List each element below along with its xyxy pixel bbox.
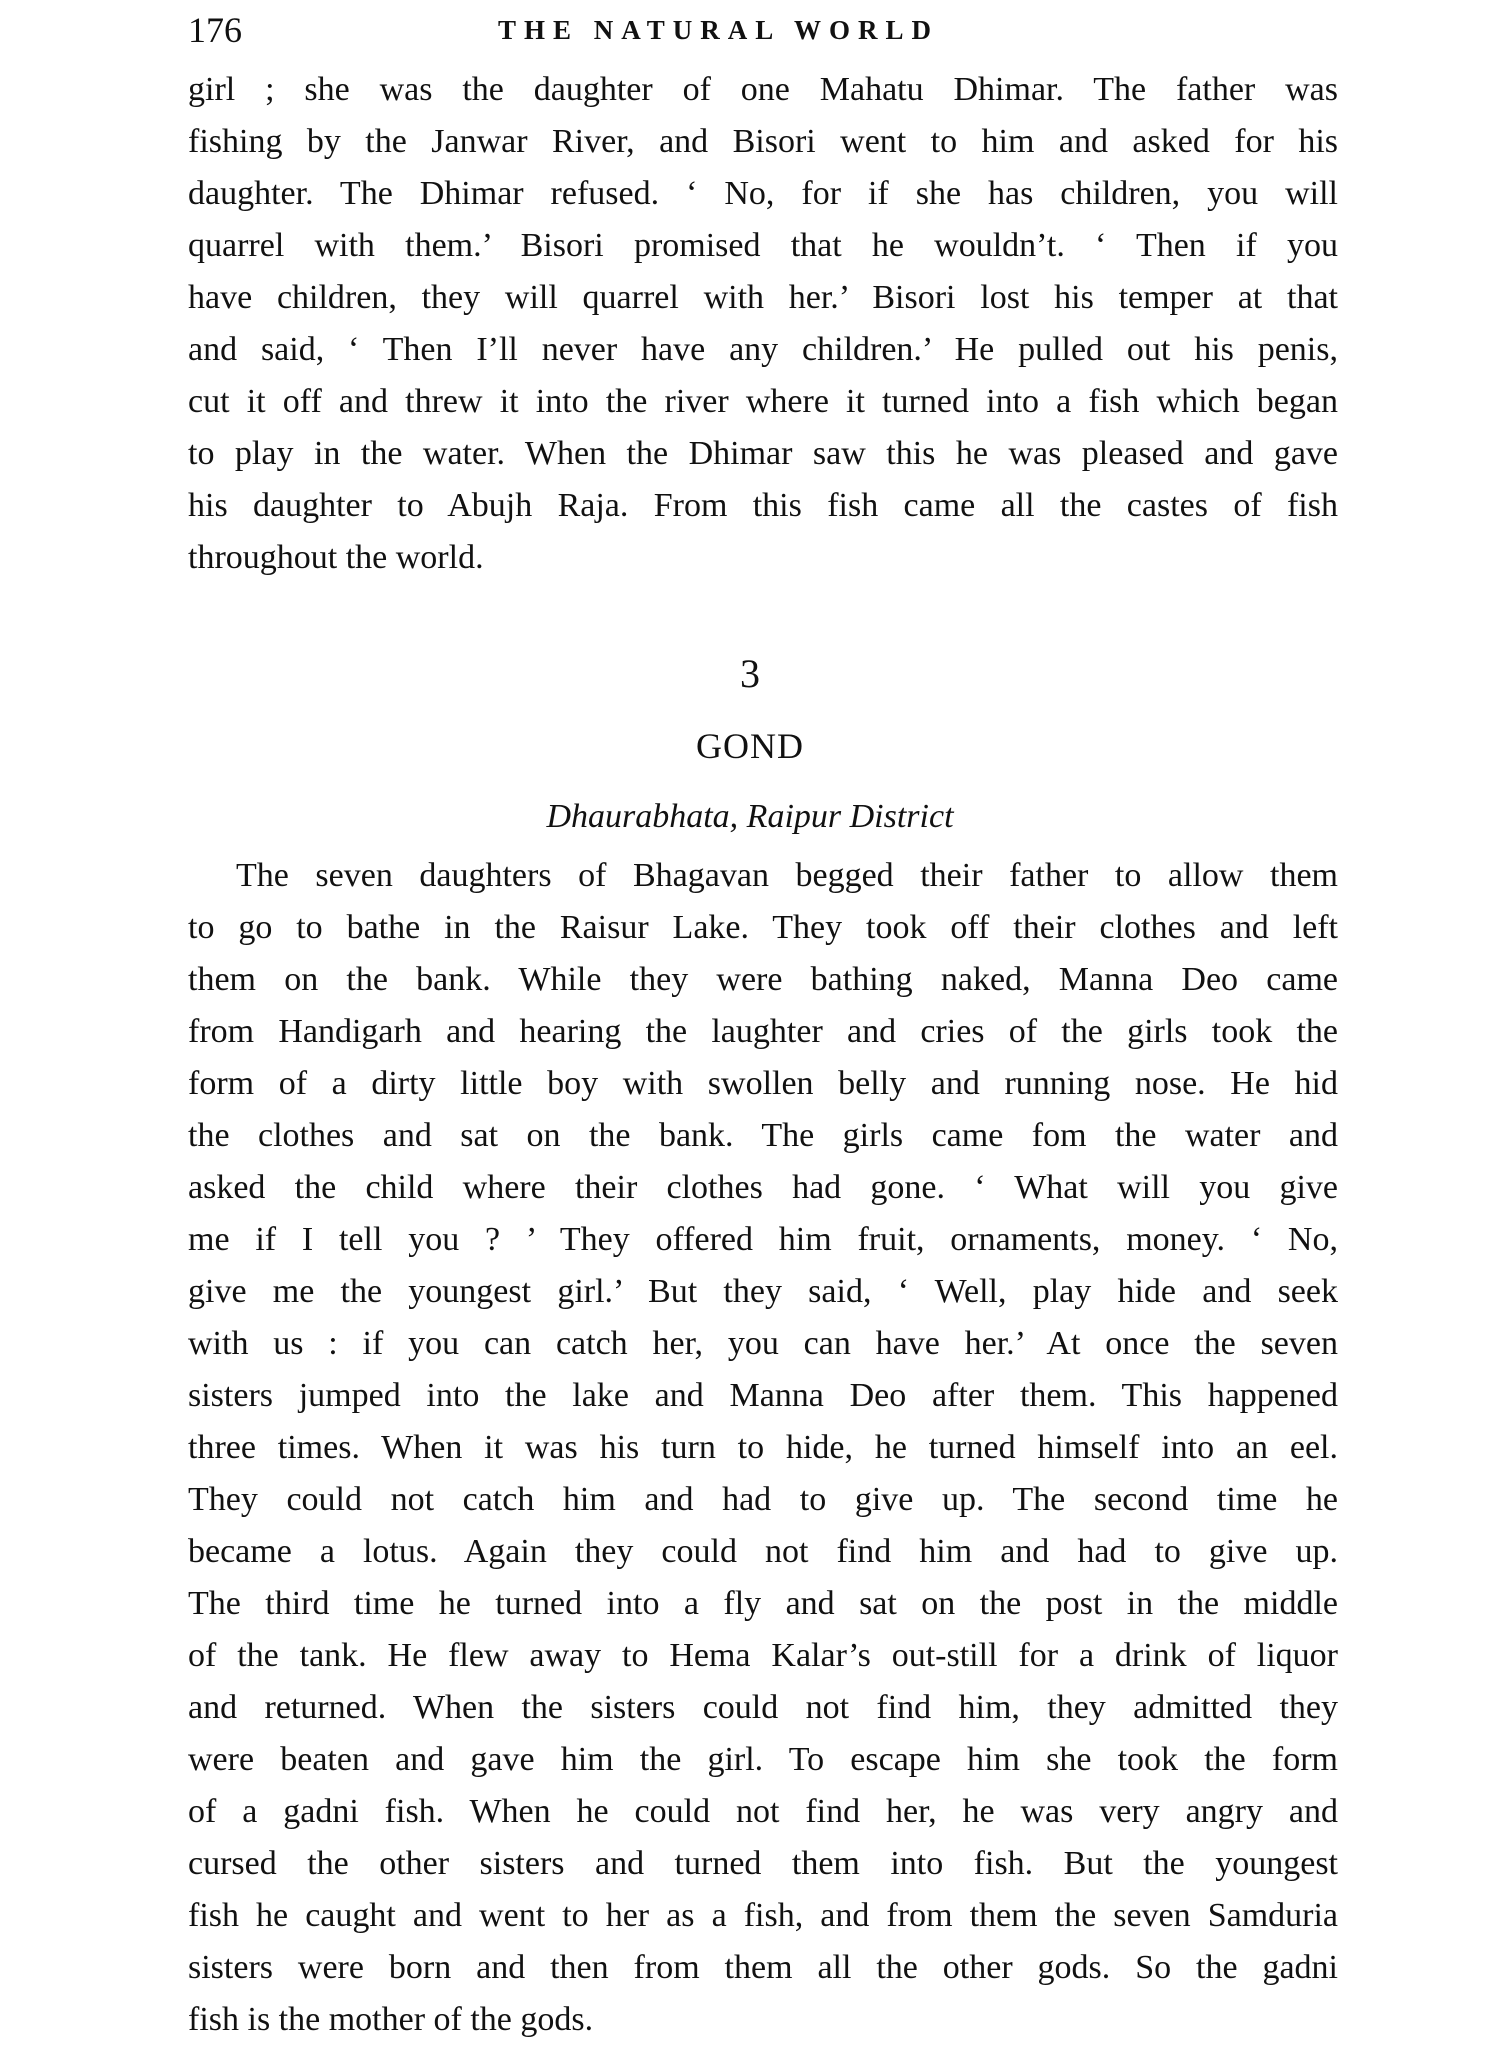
paragraph-continued: [188, 64, 1338, 584]
text-line: and said, ‘ Then I’ll never have any children.’ He pulled out his penis,: [188, 331, 1338, 368]
text-line: three times. When it was his turn to hide, he turned himself into an eel.: [188, 1429, 1338, 1466]
text-line: They could not catch him and had to give up. The second time he: [188, 1481, 1338, 1518]
text-line: his daughter to Abujh Raja. From this fish came all the castes of fish: [188, 487, 1338, 524]
story-place: Dhaurabhata, Raipur District: [546, 798, 954, 835]
text-line: sisters jumped into the lake and Manna Deo after them. This happened: [188, 1377, 1338, 1414]
text-line: asked the child where their clothes had gone. ‘ What will you give: [188, 1169, 1338, 1206]
text-line: quarrel with them.’ Bisori promised that he wouldn’t. ‘ Then if you: [188, 227, 1338, 264]
text-line: The seven daughters of Bhagavan begged their father to allow them: [236, 857, 1338, 894]
text-line: sisters were born and then from them all the other gods. So the gadni: [188, 1949, 1338, 1986]
text-line: daughter. The Dhimar refused. ‘ No, for if she has children, you will: [188, 175, 1338, 212]
page-header: [188, 4, 1338, 56]
text-line: fish he caught and went to her as a fish, and from them the seven Samduria: [188, 1897, 1338, 1934]
text-line: to play in the water. When the Dhimar saw this he was pleased and gave: [188, 435, 1338, 472]
story-number: 3: [740, 651, 760, 696]
text-line: from Handigarh and hearing the laughter and cries of the girls took the: [188, 1013, 1338, 1050]
text-line: to go to bathe in the Raisur Lake. They took off their clothes and left: [188, 909, 1338, 946]
text-line: the clothes and sat on the bank. The girls came fom the water and: [188, 1117, 1338, 1154]
page-number: 176: [188, 10, 242, 50]
text-line: cut it off and threw it into the river where it turned into a fish which began: [188, 383, 1338, 420]
story-title: GOND: [696, 726, 804, 766]
text-line: have children, they will quarrel with her.’ Bisori lost his temper at that: [188, 279, 1338, 316]
text-line: of the tank. He flew away to Hema Kalar’s out-still for a drink of liquor: [188, 1637, 1338, 1674]
text-line: cursed the other sisters and turned them into fish. But the youngest: [188, 1845, 1338, 1882]
text-line: them on the bank. While they were bathing naked, Manna Deo came: [188, 961, 1338, 998]
story-paragraph: [188, 850, 1338, 2046]
text-line: of a gadni fish. When he could not find her, he was very angry and: [188, 1793, 1338, 1830]
text-line: throughout the world.: [188, 539, 484, 576]
text-line: fishing by the Janwar River, and Bisori went to him and asked for his: [188, 123, 1338, 160]
text-line: The third time he turned into a fly and sat on the post in the middle: [188, 1585, 1338, 1622]
text-line: girl ; she was the daughter of one Mahatu Dhimar. The father was: [188, 71, 1338, 108]
text-line: were beaten and gave him the girl. To escape him she took the form: [188, 1741, 1338, 1778]
text-line: form of a dirty little boy with swollen belly and running nose. He hid: [188, 1065, 1338, 1102]
text-line: and returned. When the sisters could not find him, they admitted they: [188, 1689, 1338, 1726]
text-line: give me the youngest girl.’ But they said, ‘ Well, play hide and seek: [188, 1273, 1338, 1310]
text-line: became a lotus. Again they could not find him and had to give up.: [188, 1533, 1338, 1570]
running-head: THE NATURAL WORLD: [498, 15, 940, 45]
text-line: fish is the mother of the gods.: [188, 2001, 594, 2038]
text-line: with us : if you can catch her, you can have her.’ At once the seven: [188, 1325, 1338, 1362]
text-line: me if I tell you ? ’ They offered him fruit, ornaments, money. ‘ No,: [188, 1221, 1338, 1258]
